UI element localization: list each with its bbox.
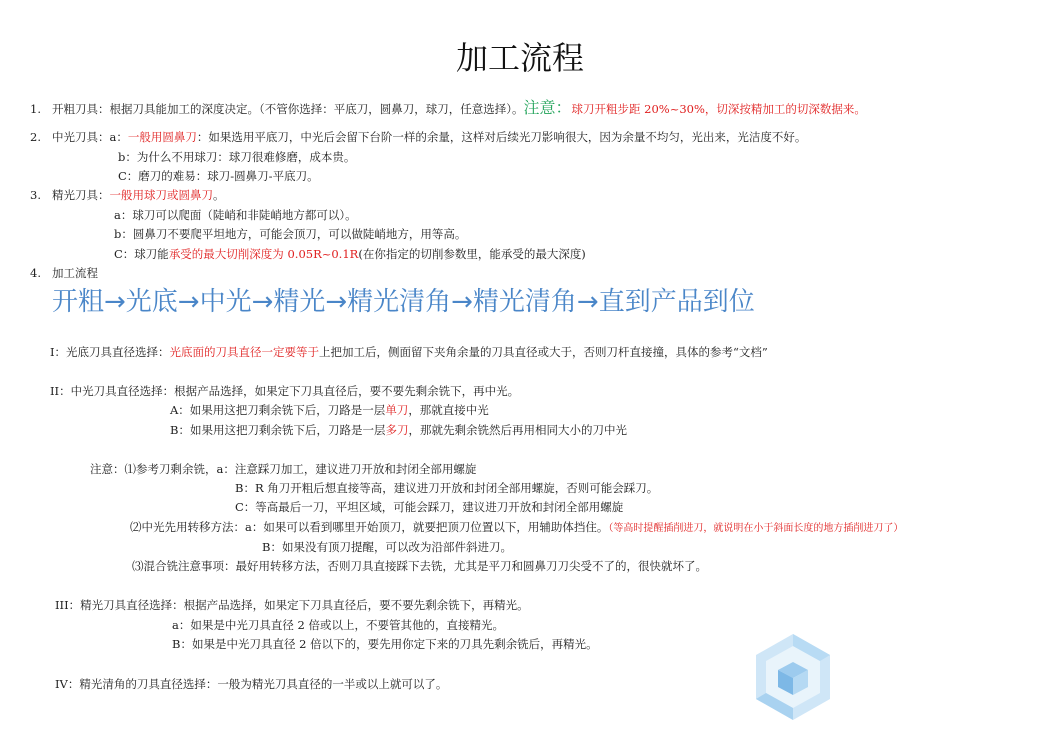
- item-3-a: a：球刀可以爬面（陡峭和非陡峭地方都可以）。: [114, 208, 357, 222]
- item-2-c: C：磨刀的难易：球刀-圆鼻刀-平底刀。: [118, 169, 319, 183]
- page-title: 加工流程: [455, 39, 584, 77]
- highlight-text: 承受的最大切削深度为 0.05R~0.1R: [168, 247, 359, 261]
- item-1: [30, 100, 866, 117]
- section-3-a: a：如果是中光刀具直径 2 倍或以上，不要管其他的，直接精光。: [172, 618, 504, 632]
- item-4: [30, 265, 98, 281]
- highlight-text: 多刀: [385, 423, 409, 437]
- note-2-b: B：如果没有顶刀提醒，可以改为沿部件斜进刀。: [262, 540, 512, 554]
- note-text: 球刀开粗步距 20%~30%，切深按精加工的切深数据来。: [571, 102, 866, 116]
- section-3-head: III：精光刀具直径选择：根据产品选择，如果定下刀具直径后，要不要先剩余铣下，再精光。: [55, 598, 529, 612]
- section-1: [50, 344, 768, 360]
- section-text: A：如果用这把刀剩余铣下后，刀路是一层: [170, 403, 386, 417]
- note-1: 注意：⑴参考刀剩余铣，a：注意踩刀加工，建议进刀开放和封闭全部用螺旋: [90, 462, 477, 476]
- item-text: (在你指定的切削参数里，能承受的最大深度): [358, 247, 586, 261]
- item-3-b: b：圆鼻刀不要爬平坦地方，可能会顶刀，可以做陡峭地方，用等高。: [114, 227, 467, 241]
- note-text: ⑵中光先用转移方法：a：如果可以看到哪里开始顶刀，就要把顶刀位置以下，用辅助体挡住。: [130, 520, 609, 534]
- section-text: B：如果用这把刀剩余铣下后，刀路是一层: [170, 423, 386, 437]
- item-2-b: b：为什么不用球刀：球刀很难修磨，成本贵。: [118, 150, 356, 164]
- note-1-b: B：R 角刀开粗后想直接等高，建议进刀开放和封闭全部用螺旋，否则可能会踩刀。: [235, 481, 659, 495]
- section-3-b: B：如果是中光刀具直径 2 倍以下的，要先用你定下来的刀具先剩余铣后，再精光。: [172, 637, 598, 651]
- process-flow: 开粗→光底→中光→精光→精光清角→精光清角→直到产品到位: [52, 287, 755, 317]
- item-text: ：如果选用平底刀，中光后会留下台阶一样的余量，这样对后续光刀影响很大，因为余量不均匀，光出来，光洁度不好。: [196, 130, 807, 144]
- item-text: 精光刀具：: [52, 188, 110, 202]
- item-number: 3.: [30, 188, 41, 202]
- section-2-head: II：中光刀具直径选择：根据产品选择，如果定下刀具直径后，要不要先剩余铣下，再中光。: [50, 384, 520, 398]
- item-number: 1.: [30, 102, 41, 116]
- note-3: ⑶混合铣注意事项：最好用转移方法，否则刀具直接踩下去铣，尤其是平刀和圆鼻刀刀尖受不了的，很快就坏了。: [132, 559, 707, 573]
- highlight-text: 光底面的刀具直径一定要等于: [169, 345, 320, 359]
- note-label: 注意：: [523, 98, 572, 117]
- highlight-text: （等高时提醒插削进刀，就说明在小于斜面长度的地方插削进刀了）: [608, 523, 904, 534]
- section-text: ，那就先剩余铣然后再用相同大小的刀中光: [408, 423, 627, 437]
- section-2-a: [170, 402, 489, 418]
- item-text: 中光刀具：a：: [52, 130, 128, 144]
- item-number: 4.: [30, 266, 41, 280]
- item-text: 。: [213, 188, 225, 202]
- section-text: 上把加工后，侧面留下夹角余量的刀具直径或大于，否则刀杆直接撞，具体的参考“文档”: [319, 345, 768, 359]
- highlight-text: 单刀: [385, 403, 409, 417]
- highlight-text: 一般用圆鼻刀: [127, 130, 197, 144]
- section-4: IV：精光清角的刀具直径选择：一般为精光刀具直径的一半或以上就可以了。: [55, 677, 448, 691]
- item-2: [30, 129, 806, 145]
- item-text: 加工流程: [52, 266, 98, 280]
- item-3-c: [114, 246, 586, 262]
- section-text: ，那就直接中光: [408, 403, 489, 417]
- highlight-text: 一般用球刀或圆鼻刀: [109, 188, 213, 202]
- section-text: I：光底刀具直径选择：: [50, 345, 170, 359]
- section-2-b: [170, 422, 627, 438]
- item-3: [30, 187, 225, 203]
- note-1-c: C：等高最后一刀，平坦区域，可能会踩刀，建议进刀开放和封闭全部用螺旋: [235, 500, 624, 514]
- cube-logo-icon: [752, 632, 834, 722]
- item-text: 开粗刀具：根据刀具能加工的深度决定。（不管你选择：平底刀，圆鼻刀，球刀，任意选择）。: [52, 102, 524, 116]
- item-text: C：球刀能: [114, 247, 169, 261]
- note-2: [130, 519, 903, 537]
- item-number: 2.: [30, 130, 41, 144]
